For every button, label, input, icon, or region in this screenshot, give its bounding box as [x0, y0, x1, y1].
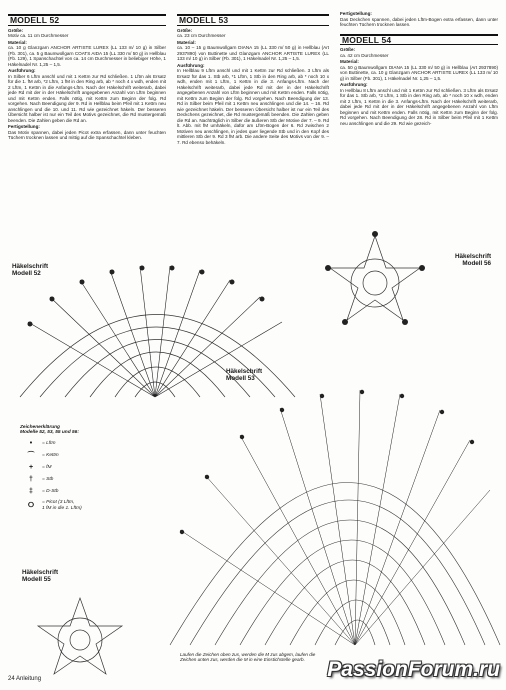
legend-item: + = fM — [20, 462, 140, 474]
text-fertigstellung: Das Deckchen spannen, dabei jeden Lftm-Bogen extra erfassen, dann unter feuchten Tüchern trocknen lassen. — [340, 16, 498, 27]
label-material: Material: — [8, 39, 27, 45]
page-footer: 24 Anleitung — [8, 676, 42, 682]
label-ausfuehrung: Ausführung: — [177, 62, 205, 68]
text-ausfuehrung: In Silber 6 Lftm anschl und mit 1 Kettm zur Rd schließen. 1 Lftm als Ersatz für die 1. fM arb, *2 Lftm, 1 fM in den Ring arb, ab * noch 4 x wdh, enden mit 2 Lftm, 1 Kettm in die Anfangs-Lftm. Nach der Häkelschrift weiterarb, dabei jede Rd mit der in der Häkelschrift angegebenen Anzahl von Lftm beginnen und mit Kettm enden. Falls nötig, mit Kettm zum Beginn der folg. Rd vorgehen. Nach Beendigung der 9. Rd in Hellblau beim Pfeil mit 1 Kettm neu anschlingen und die 10. und 11. Rd wie gezeichnet häkeln. Der besseren Übersicht halber ist nur ein Teil des Motivs gezeichnet, die Rd mustergemäß beenden. Die Zahlen geben die Rd an. — [8, 73, 166, 123]
crochet-fan-53-graphic — [160, 380, 506, 650]
legend-item: • = Lftm — [20, 438, 140, 450]
slip-stitch-icon: ⌒ — [27, 452, 35, 460]
crochet-star-56-graphic — [300, 228, 450, 338]
label-material: Material: — [340, 59, 359, 64]
double-crochet-icon: † — [29, 476, 33, 484]
label-ausfuehrung: Ausführung: — [340, 82, 368, 87]
text-material: ca. 50 g Baumwollgarn DIANA 15 (LL 330 m/ 50 g) in Hellblau (Art 2937890) von Buttinette, ca. 10 g Glanzgarn ANCHOR ARTISTE LUREX (LL 133 m/ 10 g) in Silber (Fb. 301), 1 Häkelnadel Nr. 1,25 – 1,5. — [340, 64, 498, 81]
legend-title: Zeichenerklärung Modelle 52, 53, 55 und 56: — [20, 425, 79, 436]
legend-item: ‡ = D-Stb — [20, 486, 140, 498]
label-material: Material: — [177, 39, 196, 45]
heading-modell-54: MODELL 54 — [340, 34, 498, 46]
heading-modell-53: MODELL 53 — [177, 14, 329, 26]
diagram-modell-55 — [10, 590, 150, 680]
label-fertigstellung: Fertigstellung: — [8, 124, 40, 129]
crochet-star-55-graphic — [10, 590, 150, 680]
text-groesse: Motiv ca. 11 cm Durchmesser — [8, 33, 69, 38]
diagram-modell-53 — [160, 380, 506, 650]
watermark: PassionForum.ru — [327, 658, 500, 681]
caption-modell-52: Häkelschrift Modell 52 — [12, 263, 49, 277]
treble-crochet-icon: ‡ — [29, 488, 33, 496]
text-ausfuehrung: In Hellblau 9 Lftm anschl und mit 1 Kettm zur Rd schließen. 3 Lftm als Ersatz für das 1. Stb arb, *1 Lftm, 1 Stb in den Ring arb, ab * noch 10 x wdh, enden mit 1 Lftm, 1 Kettm in die 3. Anfangs-Lftm. Nach der Häkelschrift weiterarb, dabei jede Rd mit der in der Häkelschrift angegebenen Anzahl von Lftm beginnen und mit Kettm enden. Falls nötig, mit Kettm zum Beginn der folg. Rd vorgehen. Nach Beendigung der 13. Rd in Silber beim Pfeil mit 1 Kettm neu anschlingen und die 14. – 16. Rd wie gezeichnet häkeln. Der besseren Übersicht halber ist nur ein Teil des Deckchens gezeichnet, die Rd mustergemäß beenden. Die Zahlen geben die Rd an. Nachträglich in Silber die äußeren Stb der Motive der 7. – 9. Rd lt. Abb. mit fM umhäkeln, dafür am Lftm-Bogen der 6. Rd zwischen 2 Motiven neu anschlingen, in jedes quer liegende Stb und in den Kopf des mittleren Stb der 9. Rd 3 fM arb. Die andere Seite des Motivs von der 9. – 7. Rd ebenso behäkeln. — [177, 68, 329, 145]
label-fertigstellung: Fertigstellung: — [340, 11, 372, 16]
legend-item: ⌒ = Kettm — [20, 450, 140, 462]
text-material: ca. 10 – 15 g Baumwollgarn DIANA 15 (LL 330 m/ 50 g) in Hellblau (Art 2937890) von Buttinette und Glanzgarn ANCHOR ARTISTE LUREX (LL 133 m/ 10 g) in Silber (Fb. 301), 1 Häkelnadel Nr. 1,25 – 1,5. — [177, 45, 329, 61]
label-groesse: Größe: — [177, 27, 193, 33]
legend-item: † = Stb — [20, 474, 140, 486]
column-modell-54 — [340, 10, 498, 126]
text-groesse: ca. 23 cm Durchmesser — [177, 33, 226, 38]
label-groesse: Größe: — [340, 47, 356, 52]
text-groesse: ca. 42 cm Durchmesser — [340, 52, 389, 58]
caption-modell-53: Häkelschrift Modell 53 — [226, 368, 263, 382]
diagram-modell-56 — [300, 228, 450, 338]
heading-modell-52: MODELL 52 — [8, 14, 166, 26]
label-ausfuehrung: Ausführung: — [8, 68, 36, 73]
column-modell-53 — [177, 14, 329, 145]
caption-modell-56: Häkelschrift Modell 56 — [455, 253, 492, 267]
single-crochet-icon: + — [28, 464, 34, 472]
text-fertigstellung: Das Motiv spannen, dabei jeden Picot extra erfassen, dann unter feuchten Tüchern trocknen lassen und mittig auf die Spanschachtel kleben. — [8, 129, 166, 140]
caption-modell-55: Häkelschrift Modell 55 — [22, 569, 59, 583]
picot-icon: ⵔ — [27, 502, 35, 510]
legend-item: ⵔ = Picot (3 Lftm, 1 fM in die 1. Lftm) — [20, 498, 140, 514]
text-material: ca. 10 g Glanzgarn ANCHOR ARTISTE LUREX (LL 133 m/ 10 g) in Silber (Fb. 301), ca. 5 g Baumwollgarn COATS AIDA 15 (LL 330 m/ 50 g) in Hellblau (Fb. 129), 1 Spanschachtel von ca. 14 cm Durchmesser in beliebiger Höhe, 1 Häkelnadel Nr. 1,25 – 1,5. — [8, 45, 166, 67]
legend-zeichenerklaerung — [20, 425, 140, 514]
text-ausfuehrung: In Hellblau 8 Lftm anschl und mit 1 Kettm zur Rd schließen. 3 Lftm als Ersatz für das 1. Stb arb, *2 Lftm, 1 Stb in den Ring arb, ab * noch 10 x wdh, enden mit 2 Lftm, 1 Kettm in die 3. Anfangs-Lftm. Nach der Häkelschrift weiterarb, dabei jede Rd mit der in der Häkelschrift angegebenen Anzahl von Lftm beginnen und mit Kettm enden. Falls nötig, mit Kettm zum Beginn der folg. Rd vorgehen. Nach Beendigung der 28. Rd in Silber beim Pfeil mit 1 Kettm neu anschlingen und die 29. Rd wie gezeich- — [340, 87, 498, 126]
stitch-note: Laufen die Zeichen oben zus, werden die M zus abgem, laufen die Zeichen unten zus, werden die M in eine Einstichstelle gearb. — [180, 652, 316, 663]
label-groesse: Größe: — [8, 27, 24, 33]
chain-stitch-icon: • — [29, 440, 33, 448]
column-modell-52 — [8, 14, 166, 141]
